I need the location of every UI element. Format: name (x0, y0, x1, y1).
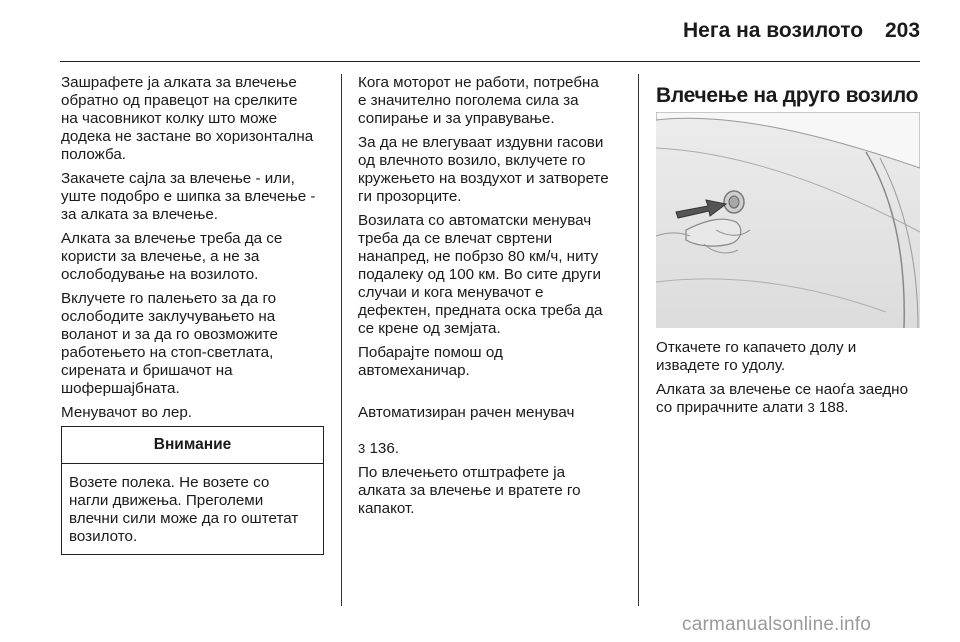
col2-paragraph: За да не влегуваат издувни гасови од влечното возило, вклучете го кружењето на воздухот и затворете ги прозорците. (358, 134, 609, 205)
col3-ref-text: Алката за влечење се наоѓа заедно со прирачните алати (656, 381, 909, 416)
col2-paragraph: Кога моторот не работи, потребна е значително поголема сила за сопирање и за управување. (358, 74, 599, 127)
col2-ref-text: Автоматизиран рачен менувач (358, 404, 575, 421)
col1-paragraph: Закачете сајла за влечење - или, уште подобро е шипка за влечење - за алката за влечење. (61, 170, 316, 223)
column-divider-2 (638, 74, 639, 606)
col1-paragraph: Вклучете го палењето за да го ослободите заклучувањето на воланот и за да го овозможите работењето на стоп-светлата, сирената и бришачот на шофершајбната. (61, 290, 278, 397)
page-reference-arrow-icon: 3 (358, 441, 366, 456)
header-title: Нега на возилото (683, 19, 864, 42)
col2-paragraph (358, 386, 626, 458)
col2-paragraph: По влечењето отштрафете ја алката за влечење и вратете го капакот. (358, 464, 581, 517)
warning-text: Возете полека. Не возете со нагли движења. Преголеми влечни сили може да го оштетат возилото. (69, 474, 299, 545)
column-divider-1 (341, 74, 342, 606)
col3-paragraph (656, 381, 928, 417)
col2-paragraph: Побарајте помош од автомеханичар. (358, 344, 503, 379)
towing-eye-cover-illustration (656, 112, 920, 328)
page-reference-arrow-icon: 3 (807, 400, 815, 415)
col1-paragraph: Менувачот во лер. (61, 404, 192, 421)
warning-box (61, 426, 324, 555)
col2-paragraph: Возилата со автоматски менувач треба да се влечат свртени нанапред, не побрзо 80 км/ч, ниту подалеку од 100 км. Во сите други случаи и кога менувачот е дефектен, предната оска треба да се крене од земјата. (358, 212, 603, 337)
col1-paragraph: Зашрафете ја алката за влечење обратно од правецот на срелките на часовникот колку што може додека не застане во хоризонтална положба. (61, 74, 314, 163)
column-3-text (656, 339, 928, 423)
section-heading: Влечење на друго возило (656, 84, 919, 107)
page-reference: 136. (365, 440, 400, 457)
page-number: 203 (885, 19, 921, 42)
column-1 (61, 74, 329, 428)
page-header (0, 0, 960, 62)
watermark: carmanualsonline.info (682, 614, 872, 635)
column-2 (358, 74, 626, 524)
col3-paragraph: Откачете го капачето долу и извадете го удолу. (656, 339, 857, 374)
header-rule (60, 61, 920, 62)
warning-title: Внимание (62, 427, 323, 464)
col1-paragraph: Алката за влечење треба да се користи за влечење, а не за ослободување на возилото. (61, 230, 283, 283)
page-reference: 188. (814, 399, 849, 416)
